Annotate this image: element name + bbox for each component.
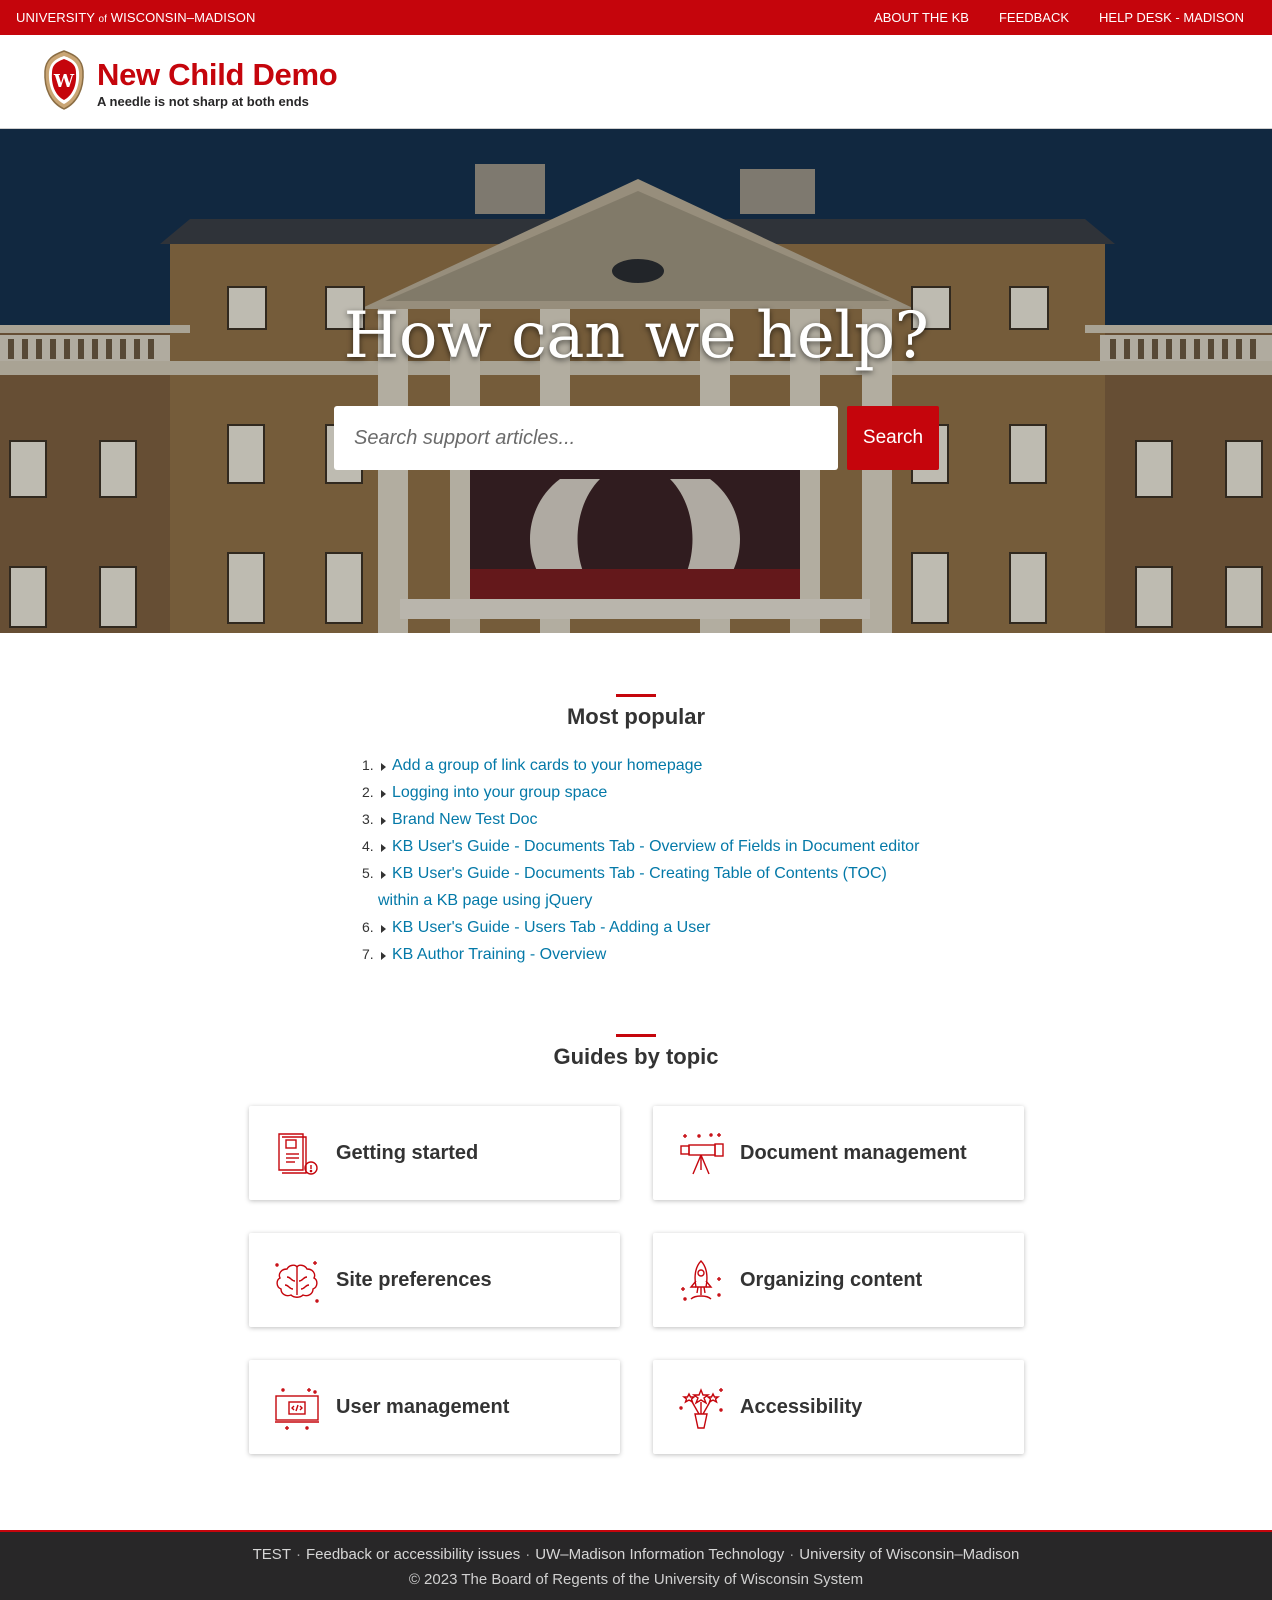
popular-link[interactable]: KB User's Guide - Users Tab - Adding a User <box>392 919 711 936</box>
caret-right-icon <box>381 844 386 852</box>
list-item <box>360 806 940 833</box>
topic-card-site-preferences[interactable] <box>249 1233 620 1327</box>
rocket-icon <box>677 1257 725 1305</box>
site-tagline: A needle is not sharp at both ends <box>97 94 309 109</box>
popular-link[interactable]: Add a group of link cards to your homepage <box>392 757 703 774</box>
university-name-of: of <box>98 14 108 25</box>
list-item <box>360 914 940 941</box>
topic-card-label: Getting started <box>336 1142 479 1164</box>
popular-link[interactable]: Brand New Test Doc <box>392 811 538 828</box>
topic-card-label: Accessibility <box>740 1396 863 1418</box>
footer-links <box>0 1546 1272 1563</box>
topic-card-label: User management <box>336 1396 510 1418</box>
brain-icon <box>273 1257 321 1305</box>
list-item-number: 4. <box>362 838 374 854</box>
footer-link-uw-it[interactable]: UW–Madison Information Technology <box>535 1546 785 1563</box>
list-item <box>360 779 940 806</box>
popular-link-continued[interactable]: within a KB page using jQuery <box>378 892 593 909</box>
popular-link[interactable]: KB User's Guide - Documents Tab - Overview of Fields in Document editor <box>392 838 920 855</box>
footer-link-test[interactable]: TEST <box>252 1546 291 1563</box>
list-item-number: 1. <box>362 757 374 773</box>
caret-right-icon <box>381 925 386 933</box>
uw-crest-icon[interactable] <box>43 49 85 111</box>
document-info-icon <box>273 1130 321 1178</box>
topics-heading: Guides by topic <box>553 1044 719 1069</box>
list-item-number: 5. <box>362 865 374 881</box>
hero-title: How can we help? <box>343 299 929 373</box>
search-button[interactable]: Search <box>847 406 939 470</box>
popular-list <box>360 752 940 968</box>
nav-feedback[interactable]: FEEDBACK <box>998 10 1070 25</box>
footer-link-feedback[interactable]: Feedback or accessibility issues <box>305 1546 521 1563</box>
footer-separator: · <box>789 1546 795 1563</box>
nav-help-desk[interactable]: HELP DESK - MADISON <box>1099 10 1244 25</box>
caret-right-icon <box>381 763 386 771</box>
site-header <box>0 35 1272 129</box>
footer-separator: · <box>525 1546 531 1563</box>
caret-right-icon <box>381 817 386 825</box>
footer-copyright: © 2023 The Board of Regents of the University of Wisconsin System <box>408 1571 864 1588</box>
popular-heading-rule <box>616 694 656 697</box>
list-item-number: 6. <box>362 919 374 935</box>
topics-heading-rule <box>616 1034 656 1037</box>
site-title[interactable]: New Child Demo <box>97 57 338 92</box>
topic-card-organizing-content[interactable] <box>653 1233 1024 1327</box>
top-nav <box>874 0 1244 35</box>
list-item <box>360 860 940 914</box>
footer-separator: · <box>295 1546 301 1563</box>
crest-letter: W <box>53 71 75 92</box>
fireworks-icon <box>677 1384 725 1432</box>
list-item <box>360 833 940 860</box>
caret-right-icon <box>381 871 386 879</box>
topic-card-label: Site preferences <box>336 1269 492 1291</box>
top-bar <box>0 0 1272 35</box>
caret-right-icon <box>381 790 386 798</box>
university-name-suffix: WISCONSIN–MADISON <box>107 10 256 25</box>
university-name-prefix: UNIVERSITY <box>16 10 99 25</box>
popular-heading: Most popular <box>566 704 706 729</box>
topic-card-getting-started[interactable] <box>249 1106 620 1200</box>
topic-card-document-management[interactable] <box>653 1106 1024 1200</box>
search-input[interactable] <box>334 406 838 470</box>
topic-card-label: Document management <box>740 1142 967 1164</box>
code-screen-icon <box>273 1384 321 1432</box>
hero-overlay <box>0 129 1272 633</box>
list-item-number: 2. <box>362 784 374 800</box>
telescope-icon <box>677 1130 725 1178</box>
list-item-number: 3. <box>362 811 374 827</box>
popular-link[interactable]: KB User's Guide - Documents Tab - Creating Table of Contents (TOC) <box>392 865 887 882</box>
university-name-link[interactable] <box>16 0 255 37</box>
list-item-number: 7. <box>362 946 374 962</box>
nav-about-the-kb[interactable]: ABOUT THE KB <box>874 10 969 25</box>
footer-link-uw-madison[interactable]: University of Wisconsin–Madison <box>799 1546 1020 1563</box>
list-item <box>360 941 940 968</box>
list-item <box>360 752 940 779</box>
hero-banner <box>0 129 1272 633</box>
site-footer <box>0 1530 1272 1600</box>
topic-card-label: Organizing content <box>740 1269 923 1291</box>
popular-link[interactable]: KB Author Training - Overview <box>392 946 607 963</box>
popular-link[interactable]: Logging into your group space <box>392 784 608 801</box>
caret-right-icon <box>381 952 386 960</box>
topic-card-user-management[interactable] <box>249 1360 620 1454</box>
topic-card-accessibility[interactable] <box>653 1360 1024 1454</box>
